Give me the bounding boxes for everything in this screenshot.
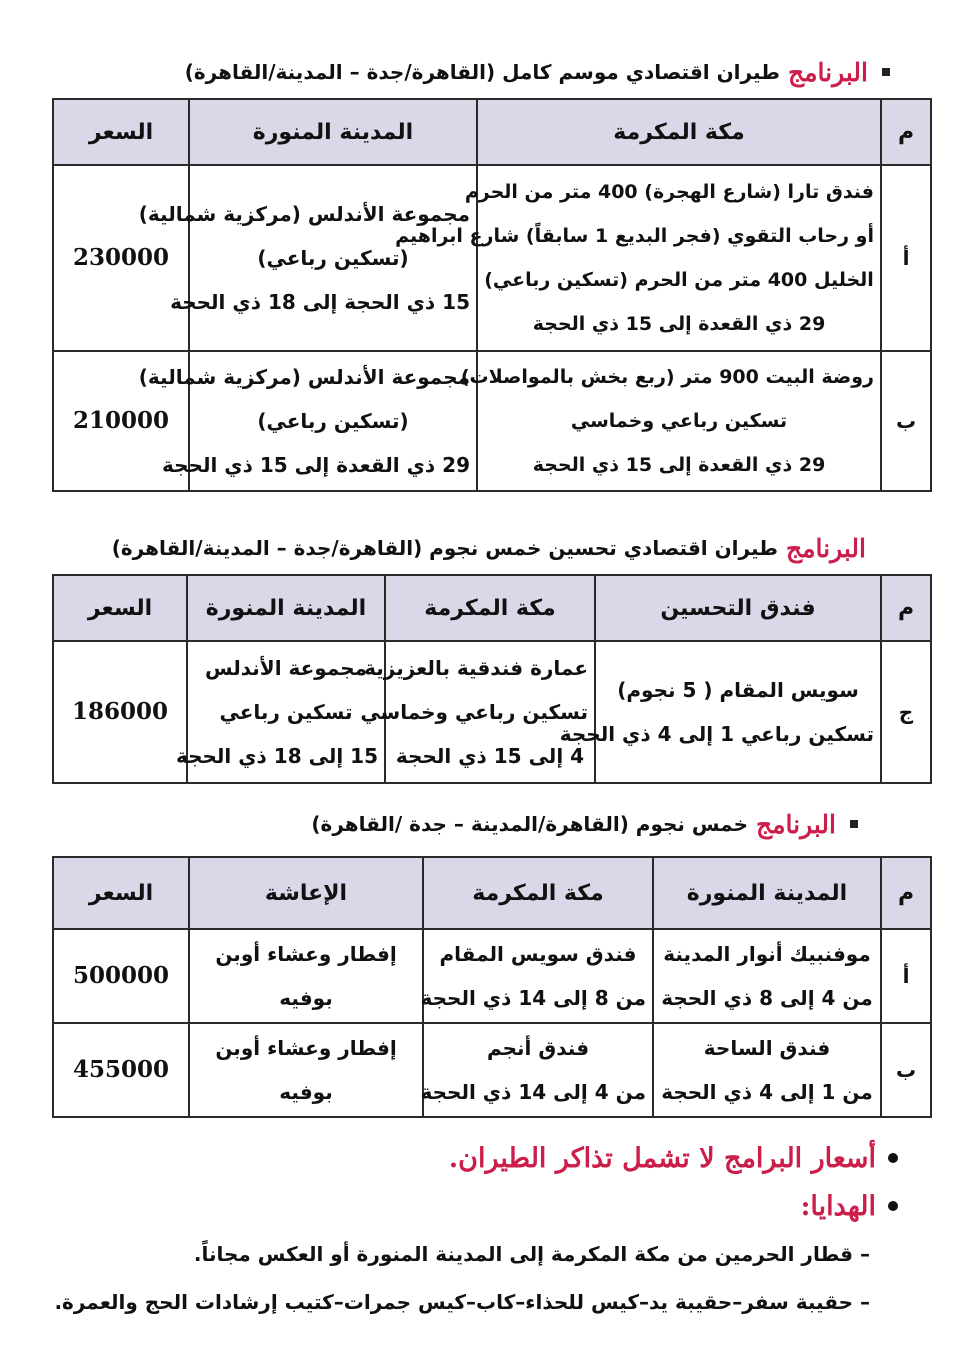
cell-line: 15 ذي الحجة إلى 18 ذي الحجة [170, 290, 470, 314]
no-tickets-note [40, 1134, 898, 1182]
bullet-icon [888, 1153, 898, 1163]
header-price: السعر [53, 99, 189, 165]
cell-line: مجموعة الأندلس [204, 656, 368, 680]
cell-line: (تسكين رباعي) [257, 246, 409, 270]
cell-line: فندق تارا (شارع الهجرة) 400 متر من الحرم [464, 181, 874, 203]
no-tickets-text: أسعار البرامج لا تشمل تذاكر الطيران. [448, 1142, 876, 1174]
table-header-row [53, 99, 931, 165]
program-3-table [52, 856, 932, 1118]
table-header-row [53, 857, 931, 929]
program-1-table [52, 98, 932, 492]
program-1-title-keyword: البرنامج [787, 57, 868, 87]
header-index: م [881, 99, 931, 165]
header-madinah: المدينة المنورة [189, 99, 477, 165]
program-2-title-text: طيران اقتصادي تحسين خمس نجوم (القاهرة/جدة – المدينة/القاهرة) [111, 536, 778, 560]
program-3-title [52, 804, 930, 844]
cell-line: 29 ذي القعدة إلى 15 ذي الحجة [532, 313, 826, 335]
program-2-title-keyword: البرنامج [785, 533, 866, 563]
row-id: أ [881, 929, 931, 1023]
makkah-cell [360, 641, 595, 783]
meals-cell: إفطار وعشاء أوبن بوفيه [189, 929, 423, 1023]
table-row [53, 1023, 931, 1117]
cell-line: (تسكين رباعي) [257, 409, 409, 433]
bullet-icon [888, 1201, 898, 1211]
cell-line: 29 ذي القعدة إلى 15 ذي الحجة [532, 454, 826, 476]
cell-line: سويس المقام ( 5 نجوم) [617, 678, 859, 702]
gifts-title: الهدايا: [800, 1190, 876, 1222]
header-makkah: مكة المكرمة [423, 857, 653, 929]
price-cell: 230000 [53, 165, 189, 351]
row-id: أ [881, 165, 931, 351]
program-2-title [52, 528, 930, 568]
price-cell: 210000 [53, 351, 189, 491]
table-row [53, 641, 931, 783]
makkah-cell [420, 929, 653, 1023]
header-index: م [881, 857, 931, 929]
madinah-cell [138, 165, 477, 351]
cell-line: روضة البيت 900 متر (ربع بخش بالمواصلات) [460, 366, 874, 388]
gifts-heading [40, 1182, 898, 1230]
table-row [53, 351, 931, 491]
program-3-title-keyword: البرنامج [755, 809, 836, 839]
cell-line: 15 إلى 18 ذي الحجة [175, 744, 378, 768]
price-cell: 500000 [53, 929, 189, 1023]
bullet-icon [850, 820, 858, 828]
program-2-table [52, 574, 932, 784]
makkah-cell [460, 351, 881, 491]
madinah-cell [653, 1023, 881, 1117]
cell-line: مجموعة الأندلس (مركزية شمالية) [138, 365, 470, 389]
cell-line: من 8 إلى 14 ذي الحجة [420, 986, 646, 1010]
cell-line: فندق الساحة [703, 1036, 831, 1060]
cell-line: 29 ذي القعدة إلى 15 ذي الحجة [162, 453, 470, 477]
table-header-row [53, 575, 931, 641]
header-price: السعر [53, 575, 187, 641]
header-makkah: مكة المكرمة [477, 99, 881, 165]
cell-line: تسكين رباعي وخماسي [360, 700, 588, 724]
notes-section [40, 1134, 898, 1326]
cell-line: فندق أنجم [486, 1036, 590, 1060]
cell-line: أو رحاب التقوي (فجر البديع 1 سابقاً) شارع ابراهيم [395, 225, 874, 247]
cell-line: مجموعة الأندلس (مركزية شمالية) [138, 202, 470, 226]
cell-line: من 4 إلى 14 ذي الحجة [420, 1080, 646, 1104]
gift-item-bags: – حقيبة سفر–حقيبة يد–كيس للحذاء–كاب–كيس جمرات–كتيب إرشادات الحج والعمرة. [54, 1290, 870, 1314]
price-cell: 455000 [53, 1023, 189, 1117]
row-id: ج [881, 641, 931, 783]
madinah-cell [653, 929, 881, 1023]
cell-line: من 1 إلى 4 ذي الحجة [661, 1080, 873, 1104]
header-meals: الإعاشة [189, 857, 423, 929]
header-makkah: مكة المكرمة [385, 575, 595, 641]
header-index: م [881, 575, 931, 641]
cell-line: موفنبيك أنوار المدينة [663, 942, 871, 966]
header-tahseen: فندق التحسين [595, 575, 881, 641]
cell-line: 4 إلى 15 ذي الحجة [395, 744, 585, 768]
row-id: ب [881, 351, 931, 491]
cell-line: فندق سويس المقام [439, 942, 637, 966]
makkah-cell [420, 1023, 653, 1117]
program-1-title-text: طيران اقتصادي موسم كامل (القاهرة/جدة – المدينة/القاهرة) [184, 60, 780, 84]
madinah-cell [175, 641, 385, 783]
tahseen-cell [559, 641, 881, 783]
header-price: السعر [53, 857, 189, 929]
header-madinah: المدينة المنورة [653, 857, 881, 929]
meals-cell: إفطار وعشاء أوبن بوفيه [189, 1023, 423, 1117]
program-1-title [52, 52, 930, 92]
table-row [53, 165, 931, 351]
cell-line: تسكين رباعي وخماسي [570, 410, 788, 432]
row-id: ب [881, 1023, 931, 1117]
gift-item-train: – قطار الحرمين من مكة المكرمة إلى المدينة المنورة أو العكس مجاناً. [193, 1242, 870, 1266]
cell-line: تسكين رباعي [219, 700, 353, 724]
header-madinah: المدينة المنورة [187, 575, 385, 641]
cell-line: الخليل 400 متر من الحرم (تسكين رباعي) [484, 269, 874, 291]
madinah-cell [138, 351, 477, 491]
price-cell: 186000 [53, 641, 187, 783]
bullet-icon [882, 68, 890, 76]
cell-line: تسكين رباعي 1 إلى 4 ذي الحجة [559, 722, 874, 746]
cell-line: عمارة فندقية بالعزيزية [364, 656, 588, 680]
cell-line: من 4 إلى 8 ذي الحجة [661, 986, 873, 1010]
program-3-title-text: خمس نجوم (القاهرة/المدينة – جدة /القاهرة) [311, 812, 748, 836]
makkah-cell [395, 165, 881, 351]
table-row [53, 929, 931, 1023]
